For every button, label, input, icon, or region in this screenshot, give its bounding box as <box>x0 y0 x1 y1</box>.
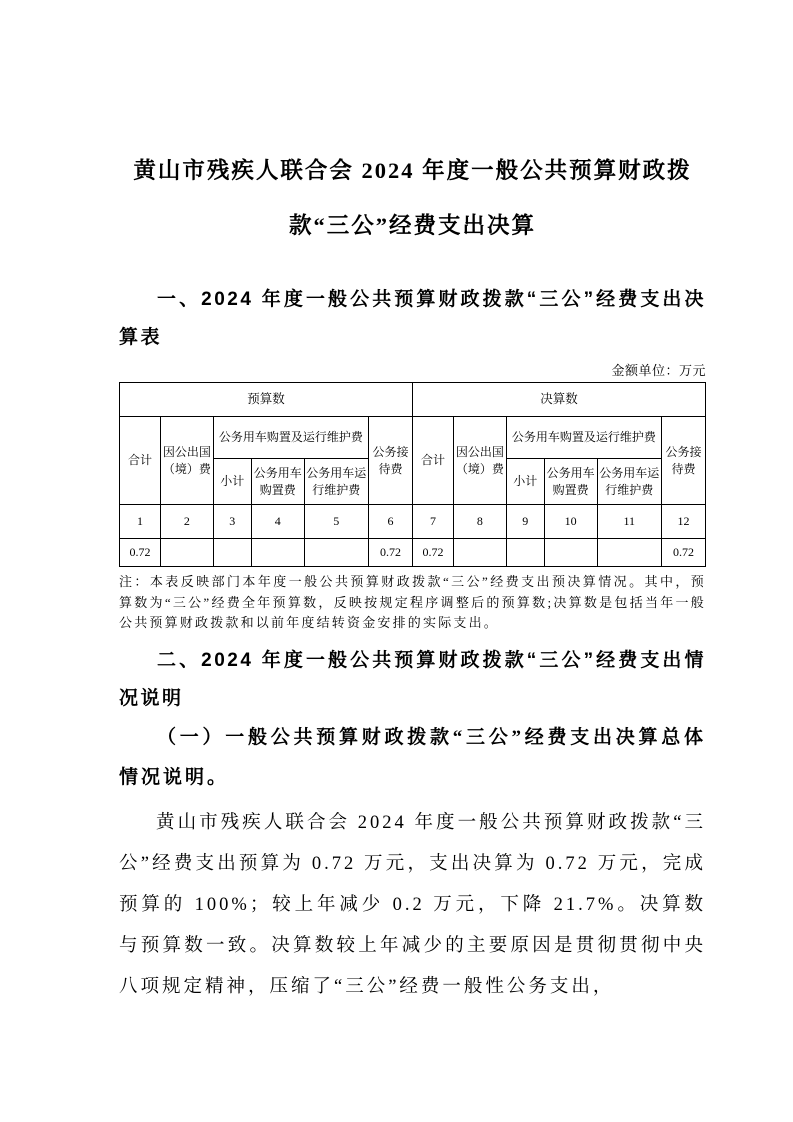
th-purchase-budget: 公务用车购置费 <box>251 459 304 505</box>
th-total-final: 合计 <box>412 417 453 505</box>
group-header-budget: 预算数 <box>120 383 413 417</box>
value-cell <box>453 539 506 567</box>
th-abroad-budget: 因公出国（境）费 <box>161 417 214 505</box>
table-row <box>120 417 706 459</box>
th-total-budget: 合计 <box>120 417 161 505</box>
value-cell <box>213 539 251 567</box>
body-paragraph: 黄山市残疾人联合会 2024 年度一般公共预算财政拨款“三公”经费支出预算为 0.72 万元，支出决算为 0.72 万元，完成预算的 100%；较上年减少 0.2 万元，下降 21.7%。决算数与预算数一致。决算数较上年减少的主要原因是贯彻贯彻中央八项规定精神，压缩了“三公”经费一般性公务支出， <box>119 812 706 997</box>
table-row <box>120 383 706 417</box>
index-cell: 2 <box>161 505 214 539</box>
th-reception-final: 公务接待费 <box>661 417 705 505</box>
value-cell <box>506 539 544 567</box>
index-cell: 1 <box>120 505 161 539</box>
table-note: 注：本表反映部门本年度一般公共预算财政拨款“三公”经费支出预决算情况。其中，预算数为“三公”经费全年预算数，反映按规定程序调整后的预算数;决算数是包括当年一般公共预算财政拨款和以前年度结转资金安排的实际支出。 <box>119 574 706 630</box>
section-2-heading: 二、2024 年度一般公共预算财政拨款“三公”经费支出情况说明 <box>119 649 706 709</box>
th-vehicle-group-budget: 公务用车购置及运行维护费 <box>213 417 368 459</box>
amount-unit-label: 金额单位：万元 <box>611 363 706 378</box>
th-abroad-final: 因公出国（境）费 <box>453 417 506 505</box>
data-row <box>120 539 706 567</box>
sangong-expense-table <box>119 382 706 567</box>
column-index-row <box>120 505 706 539</box>
th-subtotal-final: 小计 <box>506 459 544 505</box>
section-1-heading: 一、2024 年度一般公共预算财政拨款“三公”经费支出决算表 <box>119 289 706 348</box>
index-cell: 10 <box>544 505 597 539</box>
th-maintenance-final: 公务用车运行维护费 <box>597 459 661 505</box>
value-cell: 0.72 <box>120 539 161 567</box>
index-cell: 4 <box>251 505 304 539</box>
subsection-1-heading: （一）一般公共预算财政拨款“三公”经费支出决算总体情况说明。 <box>119 726 706 788</box>
th-vehicle-group-final: 公务用车购置及运行维护费 <box>506 417 661 459</box>
value-cell <box>161 539 214 567</box>
group-header-final: 决算数 <box>412 383 705 417</box>
index-cell: 11 <box>597 505 661 539</box>
doc-title: 黄山市残疾人联合会 2024 年度一般公共预算财政拨款“三公”经费支出决算 <box>133 158 692 238</box>
th-purchase-final: 公务用车购置费 <box>544 459 597 505</box>
index-cell: 3 <box>213 505 251 539</box>
value-cell <box>544 539 597 567</box>
value-cell: 0.72 <box>412 539 453 567</box>
index-cell: 6 <box>369 505 413 539</box>
index-cell: 12 <box>661 505 705 539</box>
th-maintenance-budget: 公务用车运行维护费 <box>304 459 368 505</box>
index-cell: 9 <box>506 505 544 539</box>
value-cell <box>304 539 368 567</box>
value-cell <box>597 539 661 567</box>
value-cell <box>251 539 304 567</box>
value-cell: 0.72 <box>661 539 705 567</box>
value-cell: 0.72 <box>369 539 413 567</box>
index-cell: 8 <box>453 505 506 539</box>
index-cell: 7 <box>412 505 453 539</box>
th-reception-budget: 公务接待费 <box>369 417 413 505</box>
th-subtotal-budget: 小计 <box>213 459 251 505</box>
index-cell: 5 <box>304 505 368 539</box>
